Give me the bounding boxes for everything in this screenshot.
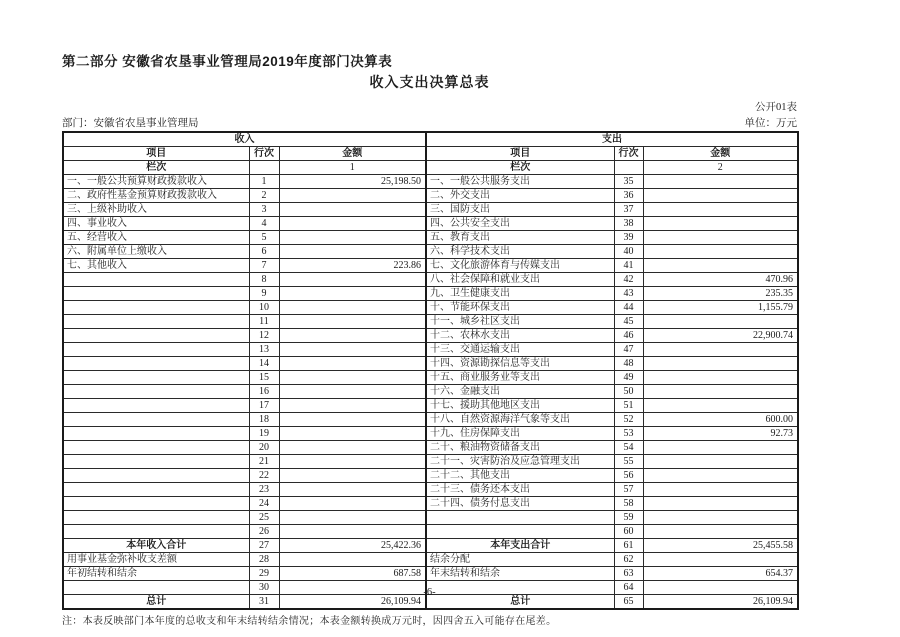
expense-no-cell: 61: [614, 539, 643, 553]
income-item-cell: [63, 343, 249, 357]
income-amount-cell: [279, 343, 426, 357]
income-item-cell: [63, 455, 249, 469]
expense-no-cell: 55: [614, 455, 643, 469]
income-item-cell: 年初结转和结余: [63, 567, 249, 581]
table-row: [63, 329, 798, 343]
expense-amount-cell: 600.00: [643, 413, 798, 427]
expense-item-cell: 五、教育支出: [426, 231, 614, 245]
expense-lanci-label: 栏次: [426, 161, 614, 175]
table-row: [63, 217, 798, 231]
expense-item-cell: 十八、自然资源海洋气象等支出: [426, 413, 614, 427]
expense-amount-cell: [643, 217, 798, 231]
income-lanci-label: 栏次: [63, 161, 249, 175]
expense-item-cell: [426, 525, 614, 539]
table-row: [63, 203, 798, 217]
income-no-cell: 22: [249, 469, 279, 483]
income-item-cell: [63, 399, 249, 413]
expense-item-cell: 十一、城乡社区支出: [426, 315, 614, 329]
expense-amount-cell: [643, 497, 798, 511]
table-row: [63, 427, 798, 441]
income-item-cell: [63, 287, 249, 301]
income-amount-cell: [279, 441, 426, 455]
expense-no-cell: 50: [614, 385, 643, 399]
income-no-cell: 10: [249, 301, 279, 315]
table-row: [63, 553, 798, 567]
income-no-cell: 27: [249, 539, 279, 553]
expense-no-cell: 43: [614, 287, 643, 301]
table-row: [63, 385, 798, 399]
table-row: [63, 497, 798, 511]
income-amount-cell: [279, 511, 426, 525]
expense-amount-cell: 25,455.58: [643, 539, 798, 553]
income-amount-cell: [279, 427, 426, 441]
expense-no-cell: 64: [614, 581, 643, 595]
expense-lanci-blank: [614, 161, 643, 175]
expense-item-cell: 结余分配: [426, 553, 614, 567]
document-page: [62, 50, 797, 627]
expense-item-cell: 总计: [426, 595, 614, 610]
table-row: [63, 175, 798, 189]
expense-item-cell: 十六、金融支出: [426, 385, 614, 399]
expense-no-cell: 57: [614, 483, 643, 497]
expense-no-cell: 49: [614, 371, 643, 385]
total-row: [63, 539, 798, 553]
expense-no-cell: 58: [614, 497, 643, 511]
expense-no-cell: 53: [614, 427, 643, 441]
meta-row: [62, 115, 797, 130]
table-row: [63, 371, 798, 385]
income-no-cell: 8: [249, 273, 279, 287]
expense-item-cell: 二十一、灾害防治及应急管理支出: [426, 455, 614, 469]
expense-item-cell: 二十四、债务付息支出: [426, 497, 614, 511]
income-lanci-blank: [249, 161, 279, 175]
income-amount-cell: [279, 357, 426, 371]
table-title: 收入支出决算总表: [369, 74, 490, 90]
expense-item-cell: 十九、住房保障支出: [426, 427, 614, 441]
income-no-cell: 16: [249, 385, 279, 399]
income-no-cell: 3: [249, 203, 279, 217]
table-row: [63, 441, 798, 455]
income-amount-cell: [279, 413, 426, 427]
income-amount-cell: 25,198.50: [279, 175, 426, 189]
income-amount-cell: 26,109.94: [279, 595, 426, 610]
income-item-cell: [63, 441, 249, 455]
document-title: 第二部分 安徽省农垦事业管理局2019年度部门决算表: [62, 54, 393, 69]
income-no-cell: 12: [249, 329, 279, 343]
table-row: [63, 469, 798, 483]
income-no-cell: 26: [249, 525, 279, 539]
income-item-cell: [63, 511, 249, 525]
expense-item-cell: 六、科学技术支出: [426, 245, 614, 259]
expense-amount-cell: [643, 357, 798, 371]
expense-amount-cell: [643, 245, 798, 259]
expense-no-cell: 35: [614, 175, 643, 189]
page-number: -6-: [423, 587, 436, 598]
income-item-cell: 四、事业收入: [63, 217, 249, 231]
expense-item-cell: 十、节能环保支出: [426, 301, 614, 315]
income-amount-cell: [279, 455, 426, 469]
income-amount-cell: [279, 469, 426, 483]
expense-no-cell: 63: [614, 567, 643, 581]
expense-item-cell: 四、公共安全支出: [426, 217, 614, 231]
table-row: [63, 231, 798, 245]
expense-no-cell: 59: [614, 511, 643, 525]
expense-no-cell: 65: [614, 595, 643, 610]
expense-amount-cell: [643, 315, 798, 329]
expense-no-cell: 56: [614, 469, 643, 483]
table-row: [63, 413, 798, 427]
expense-amount-cell: [643, 385, 798, 399]
table-row: [63, 245, 798, 259]
income-no-cell: 31: [249, 595, 279, 610]
income-amount-cell: [279, 217, 426, 231]
expense-amount-cell: [643, 511, 798, 525]
income-item-cell: [63, 357, 249, 371]
expense-section-header: 支出: [426, 132, 798, 147]
expense-item-cell: 十五、商业服务业等支出: [426, 371, 614, 385]
expense-no-cell: 51: [614, 399, 643, 413]
expense-no-cell: 36: [614, 189, 643, 203]
income-no-cell: 11: [249, 315, 279, 329]
income-no-cell: 9: [249, 287, 279, 301]
income-rowno-header: 行次: [249, 147, 279, 161]
income-no-cell: 18: [249, 413, 279, 427]
table-row: [63, 567, 798, 581]
unit-label: 单位：万元: [744, 118, 797, 129]
table-row: [63, 259, 798, 273]
income-no-cell: 23: [249, 483, 279, 497]
income-amount-cell: 25,422.36: [279, 539, 426, 553]
expense-no-cell: 37: [614, 203, 643, 217]
income-amount-cell: 687.58: [279, 567, 426, 581]
expense-item-cell: 十三、交通运输支出: [426, 343, 614, 357]
income-amount-cell: [279, 245, 426, 259]
income-no-cell: 17: [249, 399, 279, 413]
income-item-cell: 六、附属单位上缴收入: [63, 245, 249, 259]
income-expense-summary-table: [62, 131, 799, 610]
expense-no-cell: 42: [614, 273, 643, 287]
table-row: [63, 315, 798, 329]
table-row: [63, 455, 798, 469]
expense-item-cell: 十七、援助其他地区支出: [426, 399, 614, 413]
expense-amount-cell: [643, 525, 798, 539]
section-header-row: [63, 132, 798, 147]
expense-item-cell: 十二、农林水支出: [426, 329, 614, 343]
income-item-cell: 三、上级补助收入: [63, 203, 249, 217]
table-row: [63, 525, 798, 539]
income-no-cell: 2: [249, 189, 279, 203]
expense-amount-cell: [643, 175, 798, 189]
expense-no-cell: 46: [614, 329, 643, 343]
income-amount-header: 金额: [279, 147, 426, 161]
expense-no-cell: 52: [614, 413, 643, 427]
expense-amount-cell: [643, 203, 798, 217]
form-code-label: 公开01表: [755, 102, 797, 113]
income-no-cell: 28: [249, 553, 279, 567]
table-row: [63, 511, 798, 525]
income-no-cell: 21: [249, 455, 279, 469]
income-no-cell: 24: [249, 497, 279, 511]
income-item-cell: 二、政府性基金预算财政拨款收入: [63, 189, 249, 203]
expense-no-cell: 60: [614, 525, 643, 539]
income-amount-cell: [279, 483, 426, 497]
income-no-cell: 7: [249, 259, 279, 273]
income-amount-cell: [279, 273, 426, 287]
expense-amount-cell: [643, 231, 798, 245]
expense-item-cell: [426, 511, 614, 525]
income-amount-cell: [279, 399, 426, 413]
income-section-header: 收入: [63, 132, 426, 147]
income-no-cell: 19: [249, 427, 279, 441]
income-no-cell: 5: [249, 231, 279, 245]
expense-item-cell: 二、外交支出: [426, 189, 614, 203]
income-item-cell: [63, 483, 249, 497]
expense-amount-cell: [643, 259, 798, 273]
income-amount-cell: [279, 525, 426, 539]
table-row: [63, 399, 798, 413]
table-row: [63, 483, 798, 497]
income-amount-cell: [279, 189, 426, 203]
expense-no-cell: 47: [614, 343, 643, 357]
income-item-cell: [63, 427, 249, 441]
expense-amount-cell: 22,900.74: [643, 329, 798, 343]
expense-amount-cell: 235.35: [643, 287, 798, 301]
income-amount-cell: [279, 329, 426, 343]
income-item-cell: [63, 497, 249, 511]
expense-item-cell: 三、国防支出: [426, 203, 614, 217]
table-row: [63, 343, 798, 357]
column-number-row: [63, 161, 798, 175]
income-no-cell: 1: [249, 175, 279, 189]
table-body: [63, 175, 798, 610]
income-amount-cell: [279, 385, 426, 399]
expense-item-cell: 七、文化旅游体育与传媒支出: [426, 259, 614, 273]
income-item-cell: [63, 469, 249, 483]
expense-amount-cell: [643, 399, 798, 413]
income-amount-cell: [279, 231, 426, 245]
expense-amount-cell: [643, 371, 798, 385]
income-no-cell: 13: [249, 343, 279, 357]
table-row: [63, 301, 798, 315]
expense-item-cell: 八、社会保障和就业支出: [426, 273, 614, 287]
expense-item-cell: 九、卫生健康支出: [426, 287, 614, 301]
income-no-cell: 25: [249, 511, 279, 525]
table-row: [63, 273, 798, 287]
expense-amount-cell: 92.73: [643, 427, 798, 441]
income-item-cell: 用事业基金弥补收支差额: [63, 553, 249, 567]
expense-amount-cell: 654.37: [643, 567, 798, 581]
department-label: 部门：安徽省农垦事业管理局: [62, 118, 199, 129]
income-amount-cell: [279, 497, 426, 511]
table-row: [63, 357, 798, 371]
income-item-cell: [63, 413, 249, 427]
income-no-cell: 30: [249, 581, 279, 595]
income-item-cell: 本年收入合计: [63, 539, 249, 553]
income-item-cell: 五、经营收入: [63, 231, 249, 245]
income-item-cell: 七、其他收入: [63, 259, 249, 273]
income-no-cell: 15: [249, 371, 279, 385]
footnote: 注：本表反映部门本年度的总收支和年末结转结余情况；本表金额转换成万元时，因四舍五入可能存在尾差。: [62, 616, 557, 627]
income-no-cell: 29: [249, 567, 279, 581]
expense-item-cell: 本年支出合计: [426, 539, 614, 553]
expense-item-cell: 十四、资源勘探信息等支出: [426, 357, 614, 371]
expense-amount-header: 金额: [643, 147, 798, 161]
expense-no-cell: 41: [614, 259, 643, 273]
column-header-row: [63, 147, 798, 161]
income-item-cell: [63, 301, 249, 315]
income-no-cell: 4: [249, 217, 279, 231]
income-no-cell: 20: [249, 441, 279, 455]
expense-no-cell: 38: [614, 217, 643, 231]
expense-amount-cell: [643, 553, 798, 567]
table-row: [63, 287, 798, 301]
expense-amount-cell: [643, 441, 798, 455]
income-item-header: 项目: [63, 147, 249, 161]
expense-no-cell: 45: [614, 315, 643, 329]
income-item-cell: [63, 371, 249, 385]
expense-no-cell: 54: [614, 441, 643, 455]
expense-amount-cell: [643, 483, 798, 497]
expense-amount-cell: [643, 189, 798, 203]
expense-item-cell: 年末结转和结余: [426, 567, 614, 581]
expense-no-cell: 62: [614, 553, 643, 567]
income-amount-cell: [279, 287, 426, 301]
income-item-cell: 总计: [63, 595, 249, 610]
expense-column-number: 2: [643, 161, 798, 175]
expense-no-cell: 48: [614, 357, 643, 371]
expense-no-cell: 39: [614, 231, 643, 245]
table-row: [63, 189, 798, 203]
income-amount-cell: [279, 315, 426, 329]
income-no-cell: 14: [249, 357, 279, 371]
income-no-cell: 6: [249, 245, 279, 259]
income-amount-cell: [279, 203, 426, 217]
income-column-number: 1: [279, 161, 426, 175]
income-amount-cell: [279, 301, 426, 315]
expense-rowno-header: 行次: [614, 147, 643, 161]
income-item-cell: [63, 329, 249, 343]
expense-no-cell: 40: [614, 245, 643, 259]
expense-item-cell: 二十二、其他支出: [426, 469, 614, 483]
expense-amount-cell: [643, 455, 798, 469]
expense-item-cell: 二十、粮油物资储备支出: [426, 441, 614, 455]
income-item-cell: 一、一般公共预算财政拨款收入: [63, 175, 249, 189]
expense-amount-cell: 470.96: [643, 273, 798, 287]
expense-no-cell: 44: [614, 301, 643, 315]
expense-item-cell: 一、一般公共服务支出: [426, 175, 614, 189]
expense-amount-cell: 26,109.94: [643, 595, 798, 610]
income-item-cell: [63, 525, 249, 539]
income-item-cell: [63, 385, 249, 399]
income-item-cell: [63, 315, 249, 329]
income-amount-cell: [279, 371, 426, 385]
expense-item-cell: 二十三、债务还本支出: [426, 483, 614, 497]
expense-amount-cell: 1,155.79: [643, 301, 798, 315]
expense-amount-cell: [643, 469, 798, 483]
income-amount-cell: [279, 553, 426, 567]
income-amount-cell: 223.86: [279, 259, 426, 273]
expense-item-header: 项目: [426, 147, 614, 161]
income-item-cell: [63, 273, 249, 287]
expense-amount-cell: [643, 343, 798, 357]
